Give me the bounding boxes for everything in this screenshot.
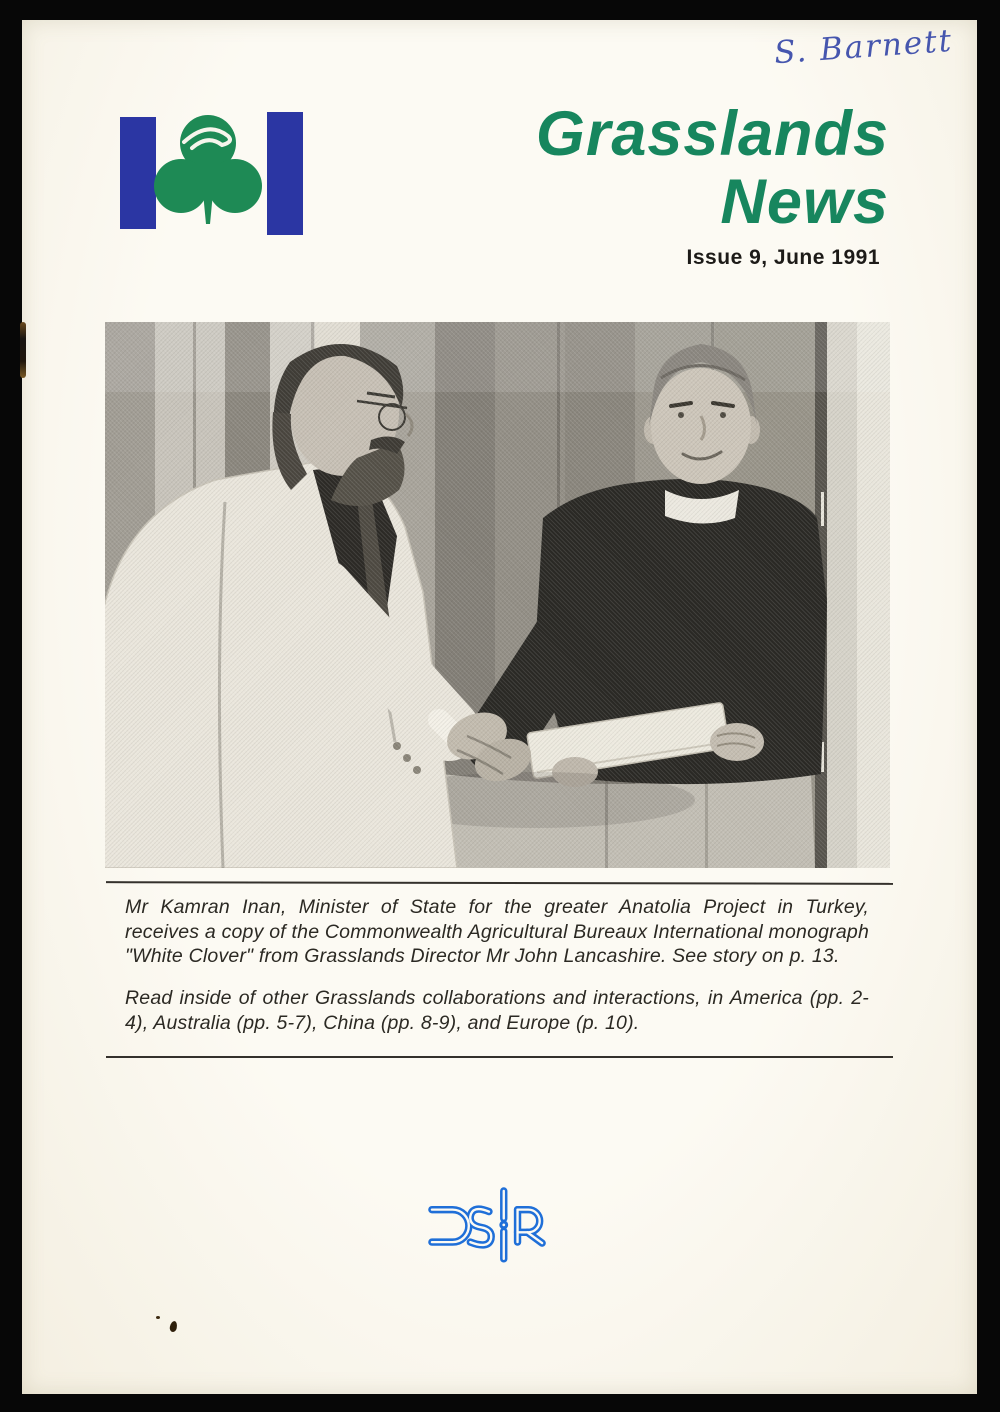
grasslands-clover-logo-icon xyxy=(118,112,304,236)
caption-top-rule xyxy=(106,881,893,885)
clover-logo-graphic xyxy=(118,112,304,236)
ink-speck xyxy=(169,1320,178,1332)
cover-photograph xyxy=(105,322,890,868)
title-line-1: Grasslands xyxy=(535,99,889,169)
title-line-2: News xyxy=(720,167,889,237)
contents-teaser: Read inside of other Grasslands collaborations and interactions, in America (pp. 2-4), Australia (pp. 5-7), China (pp. 8-9), and Europe (p. 10). xyxy=(125,987,869,1034)
issue-date-line: Issue 9, June 1991 xyxy=(686,246,880,269)
photo-illustration xyxy=(105,322,890,868)
caption-bottom-rule xyxy=(106,1056,893,1058)
dsir-logo-graphic xyxy=(425,1186,553,1263)
handwritten-owner-note: S. Barnett xyxy=(773,22,955,72)
ink-speck xyxy=(156,1316,160,1319)
photo-caption: Mr Kamran Inan, Minister of State for the greater Anatolia Project in Turkey, receives a copy of the Commonwealth Agricultural Bureaux International monograph "White Clover" from Grasslands Director Mr John Lancashire. See story on p. 13. xyxy=(125,896,869,967)
dsir-logo-icon xyxy=(425,1186,553,1262)
newsletter-page xyxy=(22,20,977,1394)
staple-mark xyxy=(20,322,26,378)
newsletter-title xyxy=(536,100,889,236)
